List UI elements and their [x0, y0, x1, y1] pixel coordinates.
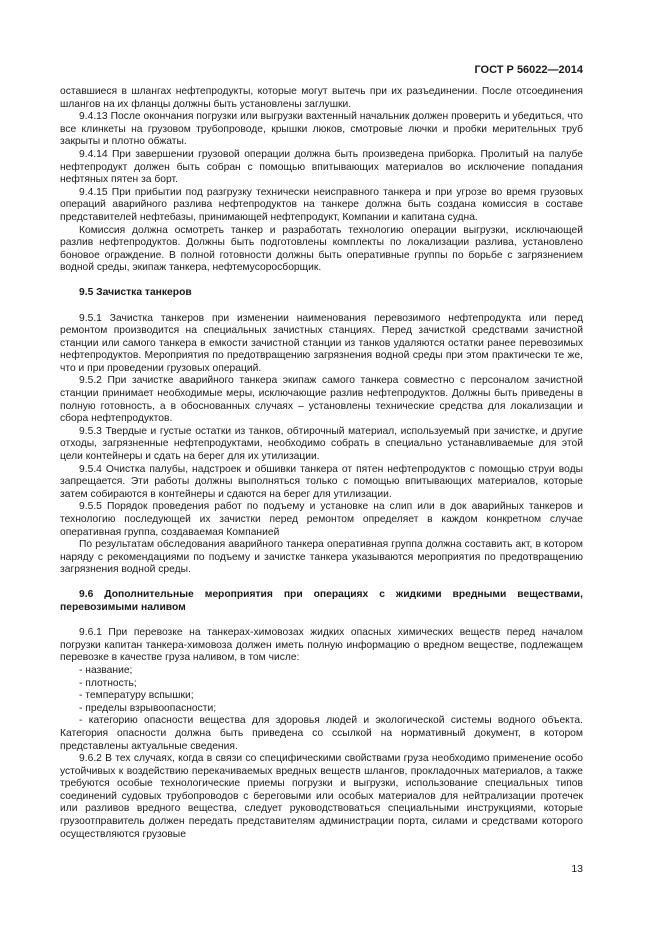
paragraph-9-6-1: 9.6.1 При перевозке на танкерах-химовозах жидких опасных химических веществ перед началом погрузки капитан танкера-химовоза должен иметь полную информацию о вредном веществе, подлежащем перевозке в качестве груза наливом, в том числе:: [60, 627, 583, 664]
page-number: 13: [571, 863, 583, 875]
list-item: - температуру вспышки;: [79, 690, 194, 702]
paragraph-9-4-13: 9.4.13 После окончания погрузки или выгрузки вахтенный начальник должен проверить и убедиться, что все клинкеты на грузовом трубопроводе, крышки люков, смотровые лючки и пробки мерительных труб закрыты и плотно обжаты.: [60, 111, 583, 148]
paragraph-commission: Комиссия должна осмотреть танкер и разработать технологию операции выгрузки, исключающей разлив нефтепродуктов. Должны быть подготовлены комплекты по локализации разлива, установлено боновое ограждение. В полной готовности должны быть оперативные группы по борьбе с загрязнением водной среды, экипаж танкера, нефтемусоросборщик.: [60, 224, 583, 274]
paragraph-9-5-5: 9.5.5 Порядок проведения работ по подъему и установке на слип или в док аварийных танкеров и технологию последующей их зачистки перед ремонтом определяет в каждом конкретном случае оперативная группа, создаваемая Компанией: [60, 501, 583, 538]
paragraph-9-4-15: 9.4.15 При прибытии под разгрузку технически неисправного танкера и при угрозе во время грузовых операций аварийного разлива нефтепродуктов на танкере должна быть создана комиссия в составе представителей нефтебазы, принимающей нефтепродукт, Компании и капитана судна.: [60, 186, 583, 223]
document-code: ГОСТ Р 56022—2014: [474, 64, 583, 76]
paragraph: оставшиеся в шлангах нефтепродукты, которые могут вытечь при их разъединении. После отсоединения шлангов на их фланцы должны быть установлены заглушки.: [60, 86, 583, 110]
section-heading-9-5: 9.5 Зачистка танкеров: [79, 286, 192, 298]
paragraph-9-5-4: 9.5.4 Очистка палубы, надстроек и обшивки танкера от пятен нефтепродуктов с помощью струи воды запрещается. Эти работы должны выполняться только с помощью впитывающих материалов, которые затем собираются в контейнеры и сдаются на берег для утилизации.: [60, 463, 583, 500]
paragraph-9-5-2: 9.5.2 При зачистке аварийного танкера экипаж самого танкера совместно с персоналом зачистной станции принимает необходимые меры, исключающие разлив нефтепродуктов. Должны быть приведены в полную готовность, а в обоснованных случаях – установлены технические средства для локализации и сбора нефтепродуктов.: [60, 375, 583, 425]
section-heading-9-6: 9.6 Дополнительные мероприятия при операциях с жидкими вредными веществами, перевозимыми наливом: [60, 588, 583, 613]
paragraph-9-6-2: 9.6.2 В тех случаях, когда в связи со специфическими свойствами груза необходимо применение особо устойчивых к воздействию перекачиваемых вредных веществ шлангов, прокладочных материалов, а также требуются особые технологические приемы погрузки и выгрузки, использование специальных типов соединений судовых трубопроводов с береговыми или особых материалов для нейтрализации протечек или разливов вредного вещества, следует руководствоваться специальными инструкциями, которые грузоотправитель должен передать представителям администрации порта, силами и средствами которого осуществляются грузовые: [60, 753, 583, 840]
paragraph-9-5-1: 9.5.1 Зачистка танкеров при изменении наименования перевозимого нефтепродукта или перед ремонтом производится на специальных зачистных станциях. Перед зачисткой средствами зачистной станции или самого танкера в емкости зачистной станции из танков удаляются остатки ранее перевозимых нефтепродуктов. Мероприятия по предотвращению загрязнения водной среды при этом практически те же, что и при проведении грузовых операций.: [60, 312, 583, 374]
list-item: - название;: [79, 664, 133, 676]
list-item: - плотность;: [79, 677, 137, 689]
paragraph-9-5-3: 9.5.3 Твердые и густые остатки из танков, обтирочный материал, используемый при зачистке, и другие отходы, загрязненные нефтепродуктами, необходимо собрать в специально устанавливаемые для этой цели контейнеры и сдать на берег для их утилизации.: [60, 425, 583, 463]
paragraph-9-4-14: 9.4.14 При завершении грузовой операции должна быть произведена приборка. Пролитый на палубе нефтепродукт должен быть собран с помощью впитывающих материалов во исключение попадания нефтяных пятен за борт.: [60, 148, 583, 186]
paragraph-inspection-results: По результатам обследования аварийного танкера оперативная группа должна составить акт, в котором наряду с рекомендациями по подъему и зачистке танкера указываются мероприятия по предотвращению загрязнения водной среды.: [60, 539, 583, 576]
list-item: - пределы взрывоопасности;: [79, 702, 217, 714]
document-body: [60, 86, 583, 841]
list-item: - категорию опасности вещества для здоровья людей и экологической системы водного объекта. Категория опасности должна быть приведена со ссылкой на нормативный документ, в котором представлены актуальные сведения.: [60, 715, 583, 752]
